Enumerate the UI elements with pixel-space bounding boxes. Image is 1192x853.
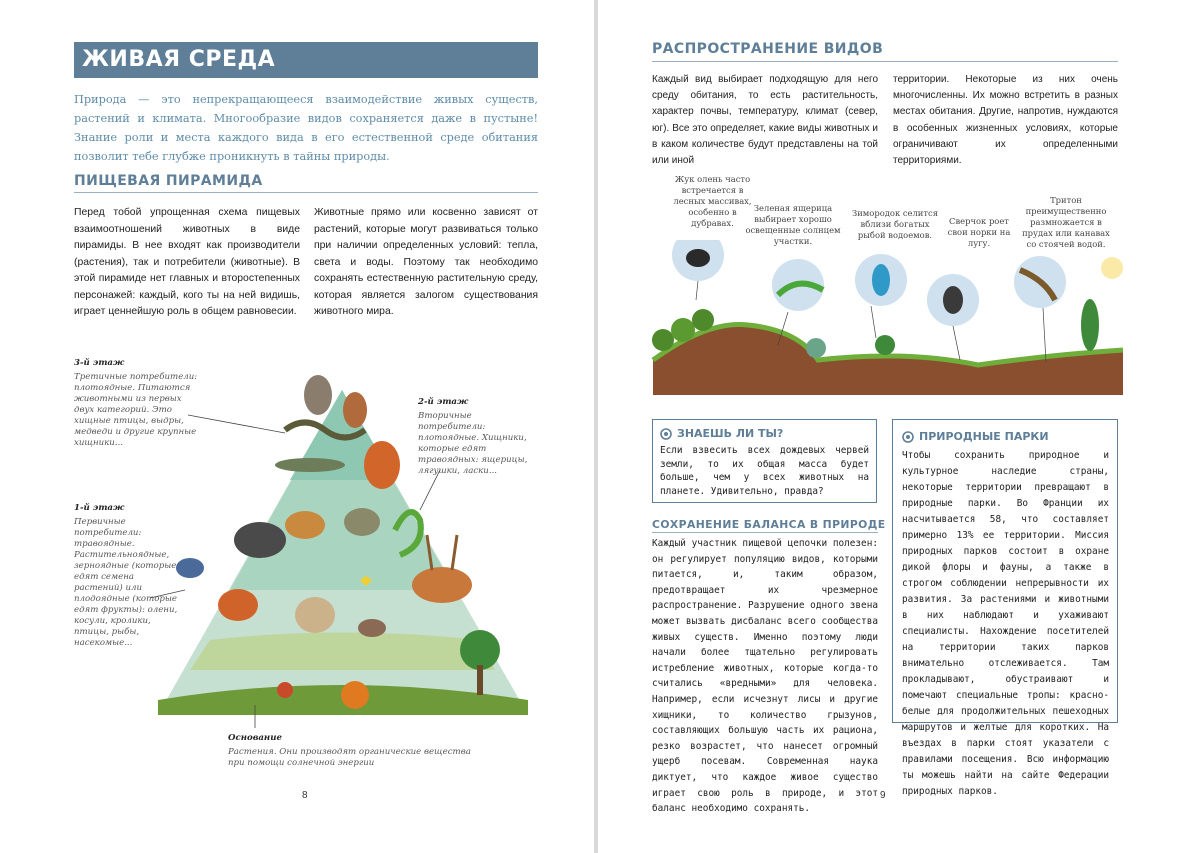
level2-note bbox=[418, 397, 538, 477]
did-you-know-text: Если взвесить всех дождевых червей земли, то их общая масса будет больше, чем у всех животных на планете. Удивительно, правда? bbox=[660, 445, 869, 497]
sun-icon bbox=[1101, 257, 1123, 279]
base-note bbox=[228, 733, 478, 769]
info-circle-icon bbox=[902, 431, 914, 443]
natural-parks-header bbox=[902, 430, 1049, 443]
did-you-know-title: ЗНАЕШЬ ЛИ ТЫ? bbox=[677, 427, 784, 440]
caption-kingfisher: Зимородок селится вблизи богатых рыбой водоемов. bbox=[851, 208, 938, 240]
did-you-know-header bbox=[660, 427, 783, 440]
balance-text: Каждый участник пищевой цепочки полезен: он регулирует популяцию видов, которыми питается, и, таким образом, предотвращает их чрезмерное распространение. Разрушение одного звена может вызвать дисбаланс всего сообщества живых существ. Именно поэтому люди начали более тщательно регулировать истребление животных, которые когда-то считались «вредными» для человека. Например, если исчезнут лисы и другие хищники, то количество грызунов, составляющих большую часть их рациона, резко возрастет, что нанесет огромный ущерб посевам. Современная наука диктует, что каждое живое существо играет свою роль в природе, и этот баланс необходимо сохранять. bbox=[652, 538, 878, 815]
natural-parks-title: ПРИРОДНЫЕ ПАРКИ bbox=[919, 430, 1049, 443]
info-circle-icon bbox=[660, 428, 672, 440]
page-number-right: 9 bbox=[880, 790, 886, 801]
natural-parks-text: Чтобы сохранить природное и культурное наследие страны, некоторые территории превращают в природные парки. Во Франции их насчитывается 58, что составляет примерно 13% ее территории. Миссия природных парков состоит в охране дикой флоры и фауны, а также в строгом соблюдении непрерывности их развития. За растениями и животными в них наблюдают и ухаживают специалисты. Нахождение посетителей на территории таких парков внимательно отслеживается. Там прокладывают, обустраивают и помечают специальные тропы: красно-белые для продолжительных пешеходных маршрутов и желтые для коротких. На въездах в парки стоят указатели с правилами посещения. Всю информацию ты можешь найти на сайте Федерации природных парков. bbox=[902, 450, 1109, 797]
level3-note bbox=[74, 358, 199, 449]
left-page bbox=[0, 0, 594, 853]
section-rule bbox=[652, 61, 1118, 62]
pyramid-text-col1: Перед тобой упрощенная схема пищевых взаимоотношений животных в виде пирамиды. В нее входят как производители (растения), так и потребители (животные). В этой пирамиде нет главных и второстепенных персонажей: каждый, кого ты на ней видишь, играет ценнейшую роль в общем равновесии. bbox=[74, 207, 300, 317]
intro-paragraph: Природа — это непрекращающееся взаимодействие живых существ, растений и климата. Многообразие видов сохраняется даже в пустыне! Знание роли и места каждого вида в его естественной среде обитания позволит тебе глубже проникнуть в тайны природы. bbox=[74, 93, 538, 163]
level1-note bbox=[74, 503, 182, 649]
level1-text: Первичные потребители: травоядные. Растительноядные, зерноядные (которые едят семена растений) или плодоядные (которые едят фрукты): олени, косули, кролики, птицы, рыбы, насекомые... bbox=[74, 517, 178, 648]
willow-icon bbox=[806, 338, 826, 358]
natural-parks-box bbox=[892, 419, 1118, 797]
base-text: Растения. Они производят органические вещества при помощи солнечной энергии bbox=[228, 747, 471, 768]
section-title-pyramid: ПИЩЕВАЯ ПИРАМИДА bbox=[74, 173, 263, 189]
soil-profile bbox=[653, 324, 1123, 395]
base-title: Основание bbox=[228, 733, 282, 743]
balance-rule bbox=[652, 532, 878, 533]
level3-text: Третичные потребители: плотоядные. Питаются животными из первых двух категорий. Это хищные птицы, выдры, медведи и другие крупные хищники... bbox=[74, 372, 198, 448]
distribution-text-col1: Каждый вид выбирает подходящую для него среду обитания, то есть растительность, характер почвы, температуру, климат (север, юг). Все это определяет, какие виды животных и в каком количестве будут представлены на той или иной bbox=[652, 74, 878, 167]
level2-text: Вторичные потребители: плотоядные. Хищники, которые едят травоядных: ящерицы, лягушки, ласки... bbox=[418, 411, 528, 476]
caption-stag-beetle: Жук олень часто встречается в лесных массивах, особенно в дубравах. bbox=[673, 174, 752, 228]
caption-green-lizard: Зеленая ящерица выбирает хорошо освещенные солнцем участки. bbox=[745, 203, 841, 246]
caption-newt: Тритон преимущественно размножается в прудах или канавах со стоячей водой. bbox=[1022, 195, 1110, 249]
page-title: ЖИВАЯ СРЕДА bbox=[82, 47, 276, 72]
level1-title: 1-й этаж bbox=[74, 503, 125, 513]
balance-title: СОХРАНЕНИЕ БАЛАНСА В ПРИРОДЕ bbox=[652, 518, 886, 531]
did-you-know-box bbox=[652, 419, 877, 503]
page-number-left: 8 bbox=[302, 790, 308, 801]
poplar-icon bbox=[1081, 299, 1099, 351]
pyramid-text-col2: Животные прямо или косвенно зависят от растений, которые могут развиваться только при наличии определенных условий: тепла, света и воды. Поэтому так необходимо сохранять естественную растительную среду, которая является залогом существования животного мира. bbox=[314, 207, 538, 317]
level3-title: 3-й этаж bbox=[74, 358, 125, 368]
section-title-distribution: РАСПРОСТРАНЕНИЕ ВИДОВ bbox=[652, 41, 884, 57]
caption-cricket: Сверчок роет свои норки на лугу. bbox=[947, 216, 1011, 248]
level2-title: 2-й этаж bbox=[418, 397, 469, 407]
distribution-text-col2: территории. Некоторые из них очень многочисленны. Их можно встретить в разных местах обитания. Другие, напротив, нуждаются в особенных жизненных условиях, которые ограничивают их определенными территориями. bbox=[893, 74, 1118, 167]
habitats-illustration bbox=[648, 240, 1128, 400]
right-page bbox=[598, 0, 1192, 853]
